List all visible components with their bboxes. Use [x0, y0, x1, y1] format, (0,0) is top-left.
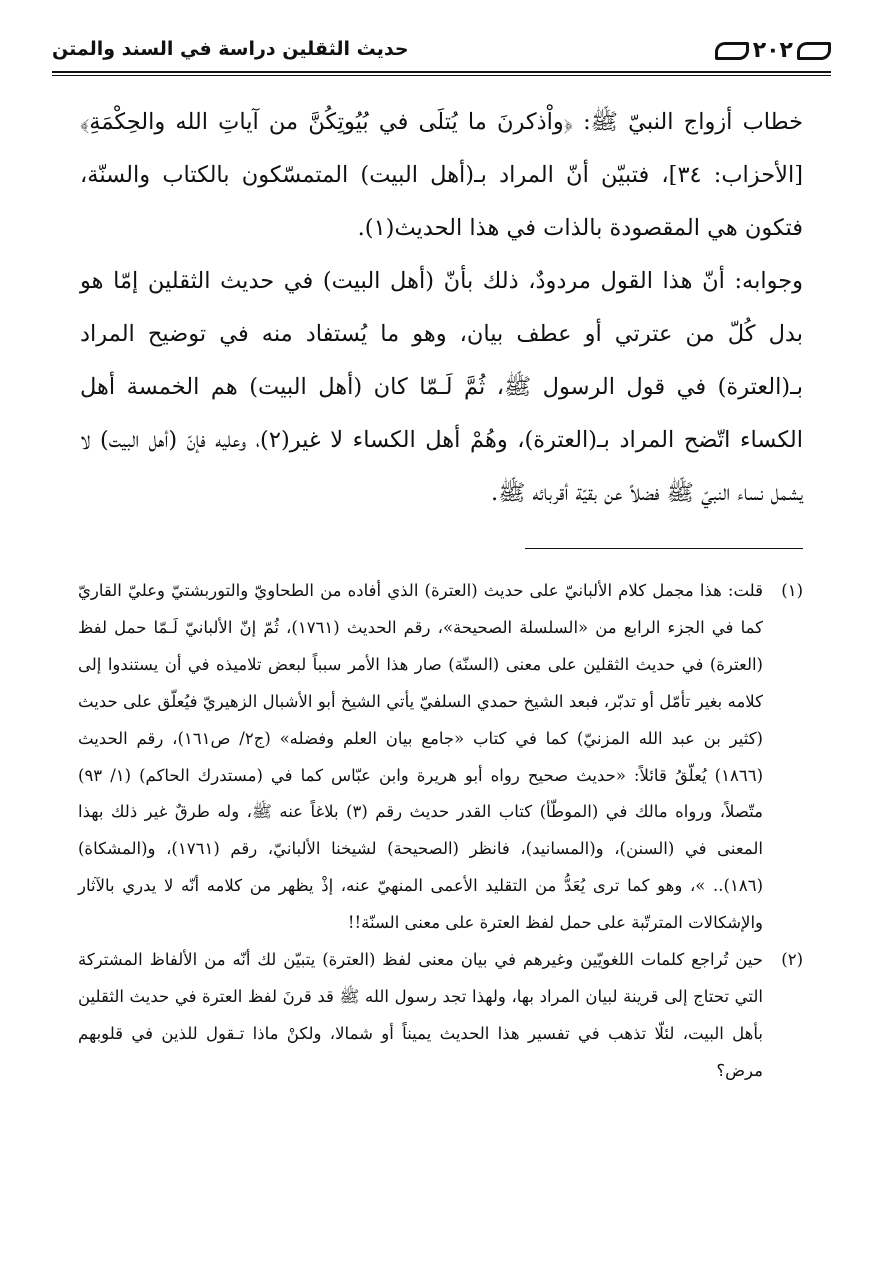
footnote-number: (١): [781, 581, 803, 600]
header-rule: [52, 71, 831, 76]
page-header: [52, 28, 831, 76]
main-text: [80, 96, 803, 520]
running-title: حديث الثقلين دراسة في السند والمتن: [52, 38, 409, 60]
footnote-text: حين تُراجع كلمات اللغويّين وغيرهم في بيان معنى لفظ (العترة) يتبيّن لك أنّه من الألفاظ المشتركة التي تحتاج إلى قرينة لبيان المراد بها، ولهذا تجد رسول الله ﷺ قد قرنَ لفظ العترة في حديث الثقلين بأهل البيت، لئلّا تذهب في تفسير هذا الحديث يميناً أو شمالا، ولكنْ ماذا تـقول للذين في قلوبهم مرض؟: [78, 950, 763, 1080]
page-number: [715, 38, 831, 63]
ornament-icon: [797, 42, 831, 60]
footnote-text: قلت: هذا مجمل كلام الألبانيّ على حديث (العترة) الذي أفاده من الطحاويّ والتوربشتيّ وعليّ القاريّ كما في الجزء الرابع من «السلسلة الصحيحة»، رقم الحديث (١٧٦١)، ثُمّ إنّ الألبانيّ لَـمّا حمل لفظ (العترة) في حديث الثقلين على معنى (السنّة) صار هذا الأمر سبباً لبعض تلاميذه في أن يستندوا إلى كلامه بغير تأمّل أو تدبّر، فبعد الشيخ حمدي السلفيّ يأتي الشيخ أبو الأشبال الزهيريّ فيُعلّق على حديث (كثير بن عبد الله المزنيّ) كما في كتاب «جامع بيان العلم وفضله» (ج٢/ ص١٦١)، رقم الحديث (١٨٦٦) يُعلّقُ قائلاً: «حديث صحيح رواه أبو هريرة وابن عبّاس كما في (مستدرك الحاكم) (١/ ٩٣) متّصلاً، ورواه مالك في (الموطّأ) كتاب القدر حديث رقم (٣) بلاغاً عنه ﷺ، وله طرقٌ غير ذلك بهذا المعنى في (السنن)، و(المسانيد)، فانظر (الصحيحة) لشيخنا الألبانيّ، رقم (١٧٦١)، و(المشكاة) (١٨٦).. »، وهو كما ترى يُعَدُّ من التقليد الأعمى المنهيّ عنه، إذْ يظهر من كلامه أنّه لا يدري بالآثار والإشكالات المترتّبة على حمل لفظ العترة على معنى السنّة!!: [78, 581, 763, 933]
footnote-1: [78, 573, 803, 942]
ornament-icon: [715, 42, 749, 60]
footnote-number: (٢): [781, 950, 803, 970]
paragraph-2: وجوابه: أنّ هذا القول مردودٌ، ذلك بأنّ (أهل البيت) في حديث الثقلين إمّا هو بدل كُلّ من عترتي أو عطف بيان، وهو ما يُستفاد منه في توضيح المراد بـ(العترة) في قول الرسول ﷺ، ثُمَّ لَـمّا كان (أهل البيت) هم الخمسة أهل الكساء اتّضح المراد بـ(العترة)، وهُمْ أهل الكساء لا غير(٢)، وعليه فإنّ (أهل البيت) لا يشمل نساء النبيّ ﷺ فضلاً عن بقيّة أقربائه ﷺ.: [80, 268, 803, 506]
footnotes: [78, 573, 803, 1090]
paragraph-1: خطاب أزواج النبيّ ﷺ: ﴿واْذكرنَ ما يُتلَى في بُيُوتِكُنَّ من آياتِ الله والحِكْمَةِ﴾ [الأحزاب: ٣٤]، فتبيّن أنّ المراد بـ(أهل البيت) المتمسّكون بالكتاب والسنّة، فتكون هي المقصودة بالذات في هذا الحديث(١).: [80, 109, 803, 241]
page-number-text: ٢٠٢: [752, 38, 793, 63]
footnote-separator: [525, 548, 803, 549]
footnote-2: [78, 942, 803, 1090]
